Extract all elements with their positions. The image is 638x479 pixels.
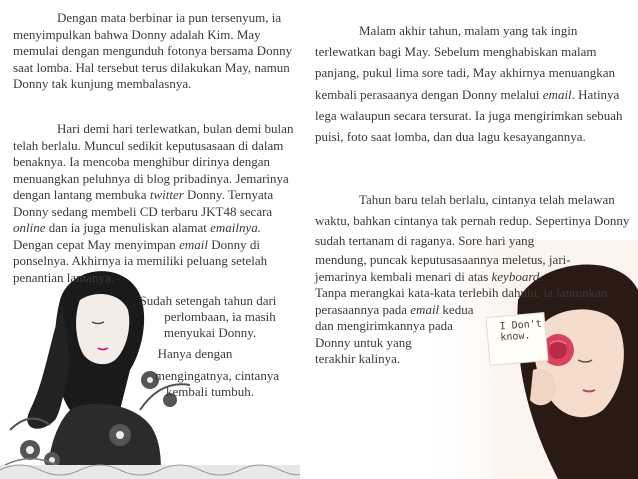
italic-email: email (542, 86, 572, 102)
left-paragraph-1 (13, 10, 299, 93)
text-line: dan mengirimkannya pada (315, 318, 453, 333)
italic-email: email (179, 236, 208, 252)
right-paragraph-2 (315, 190, 633, 252)
sticky-note-line-1: I Don't (499, 318, 543, 333)
italic-keyboard: keyboard (491, 268, 540, 284)
snippet-line-1: Sudah setengah tahun dari (139, 293, 277, 308)
text-span: Tanpa merangkai kata-kata terlebih dahulu, ia lantunkan perasaannya pada (315, 285, 608, 317)
text-span: dan ia juga menuliskan alamat (45, 220, 211, 235)
text-span: . (539, 268, 543, 284)
text-line: terakhir kalinya. (315, 351, 401, 366)
snippet-line-4: Hanya dengan (157, 346, 233, 361)
left-paragraph-2 (13, 121, 301, 286)
text-line: Donny untuk yang (315, 334, 412, 350)
right-paragraph-2-text: Tahun baru telah berlalu, cintanya telah melawan waktu, bahkan cintanya tak pernah redup. Sepertinya Donny sudah tertanam di raganya. Sore hari yang (315, 192, 630, 248)
text-span: kedua (439, 301, 474, 317)
sticky-note-line-2: know. (500, 330, 531, 344)
text-span: Dengan cepat May menyimpan (13, 236, 180, 252)
text-span: mendung, puncak keputusasaannya meletus, jari-jemarinya kembali menari di atas (315, 252, 571, 284)
italic-online: online (13, 220, 46, 235)
text-span: Donny di ponselnya. Akhirnya ia memiliki peluang setelah penantian lamanya. (13, 236, 268, 285)
right-paragraph-3 (315, 252, 615, 368)
snippet-line-2: perlombaan, ia masih (164, 309, 276, 324)
italic-email: email (410, 301, 440, 317)
right-paragraph-1 (315, 20, 633, 147)
snippet-line-3: menyukai Donny. (163, 325, 257, 340)
text-span: . Hatinya lega walaupun secara tersurat. Ia juga mengirimkan sebuah puisi, foto saat lomba, dan dua lagu kesayangannya. (315, 86, 623, 145)
text-span: Malam akhir tahun, malam yang tak ingin terlewatkan bagi May. Sebelum menghabiskan malam panjang, pukul lima sore tadi, May akhirnya menuangkan kembali perasaanya dengan Donny melalui (315, 23, 616, 102)
text-span: Hari demi hari terlewatkan, bulan demi bulan telah berlalu. Muncul sedikit keputusasaan di dalam benaknya. Ia mencoba menghibur dirinya dengan menuangkan peluhnya di blog pribadinya. Jemarinya dengan lantang membuka (13, 121, 294, 202)
snippet-line-6: kembali tumbuh. (165, 384, 255, 399)
text-span: Donny. Ternyata Donny sedang membeli CD terbaru JKT48 secara (13, 187, 274, 219)
italic-emailnya: emailnya. (210, 220, 262, 235)
snippet-line-5: mengingatnya, cintanya (154, 368, 280, 383)
left-paragraph-1-text: Dengan mata berbinar ia pun tersenyum, ia menyimpulkan bahwa Donny adalah Kim. May memulai dengan mengunduh fotonya bersama Donny saat lomba. Hal tersebut terus dilakukan May, namun Donny tak kunjung membalasnya. (13, 10, 293, 91)
italic-twitter: twitter (149, 187, 184, 202)
